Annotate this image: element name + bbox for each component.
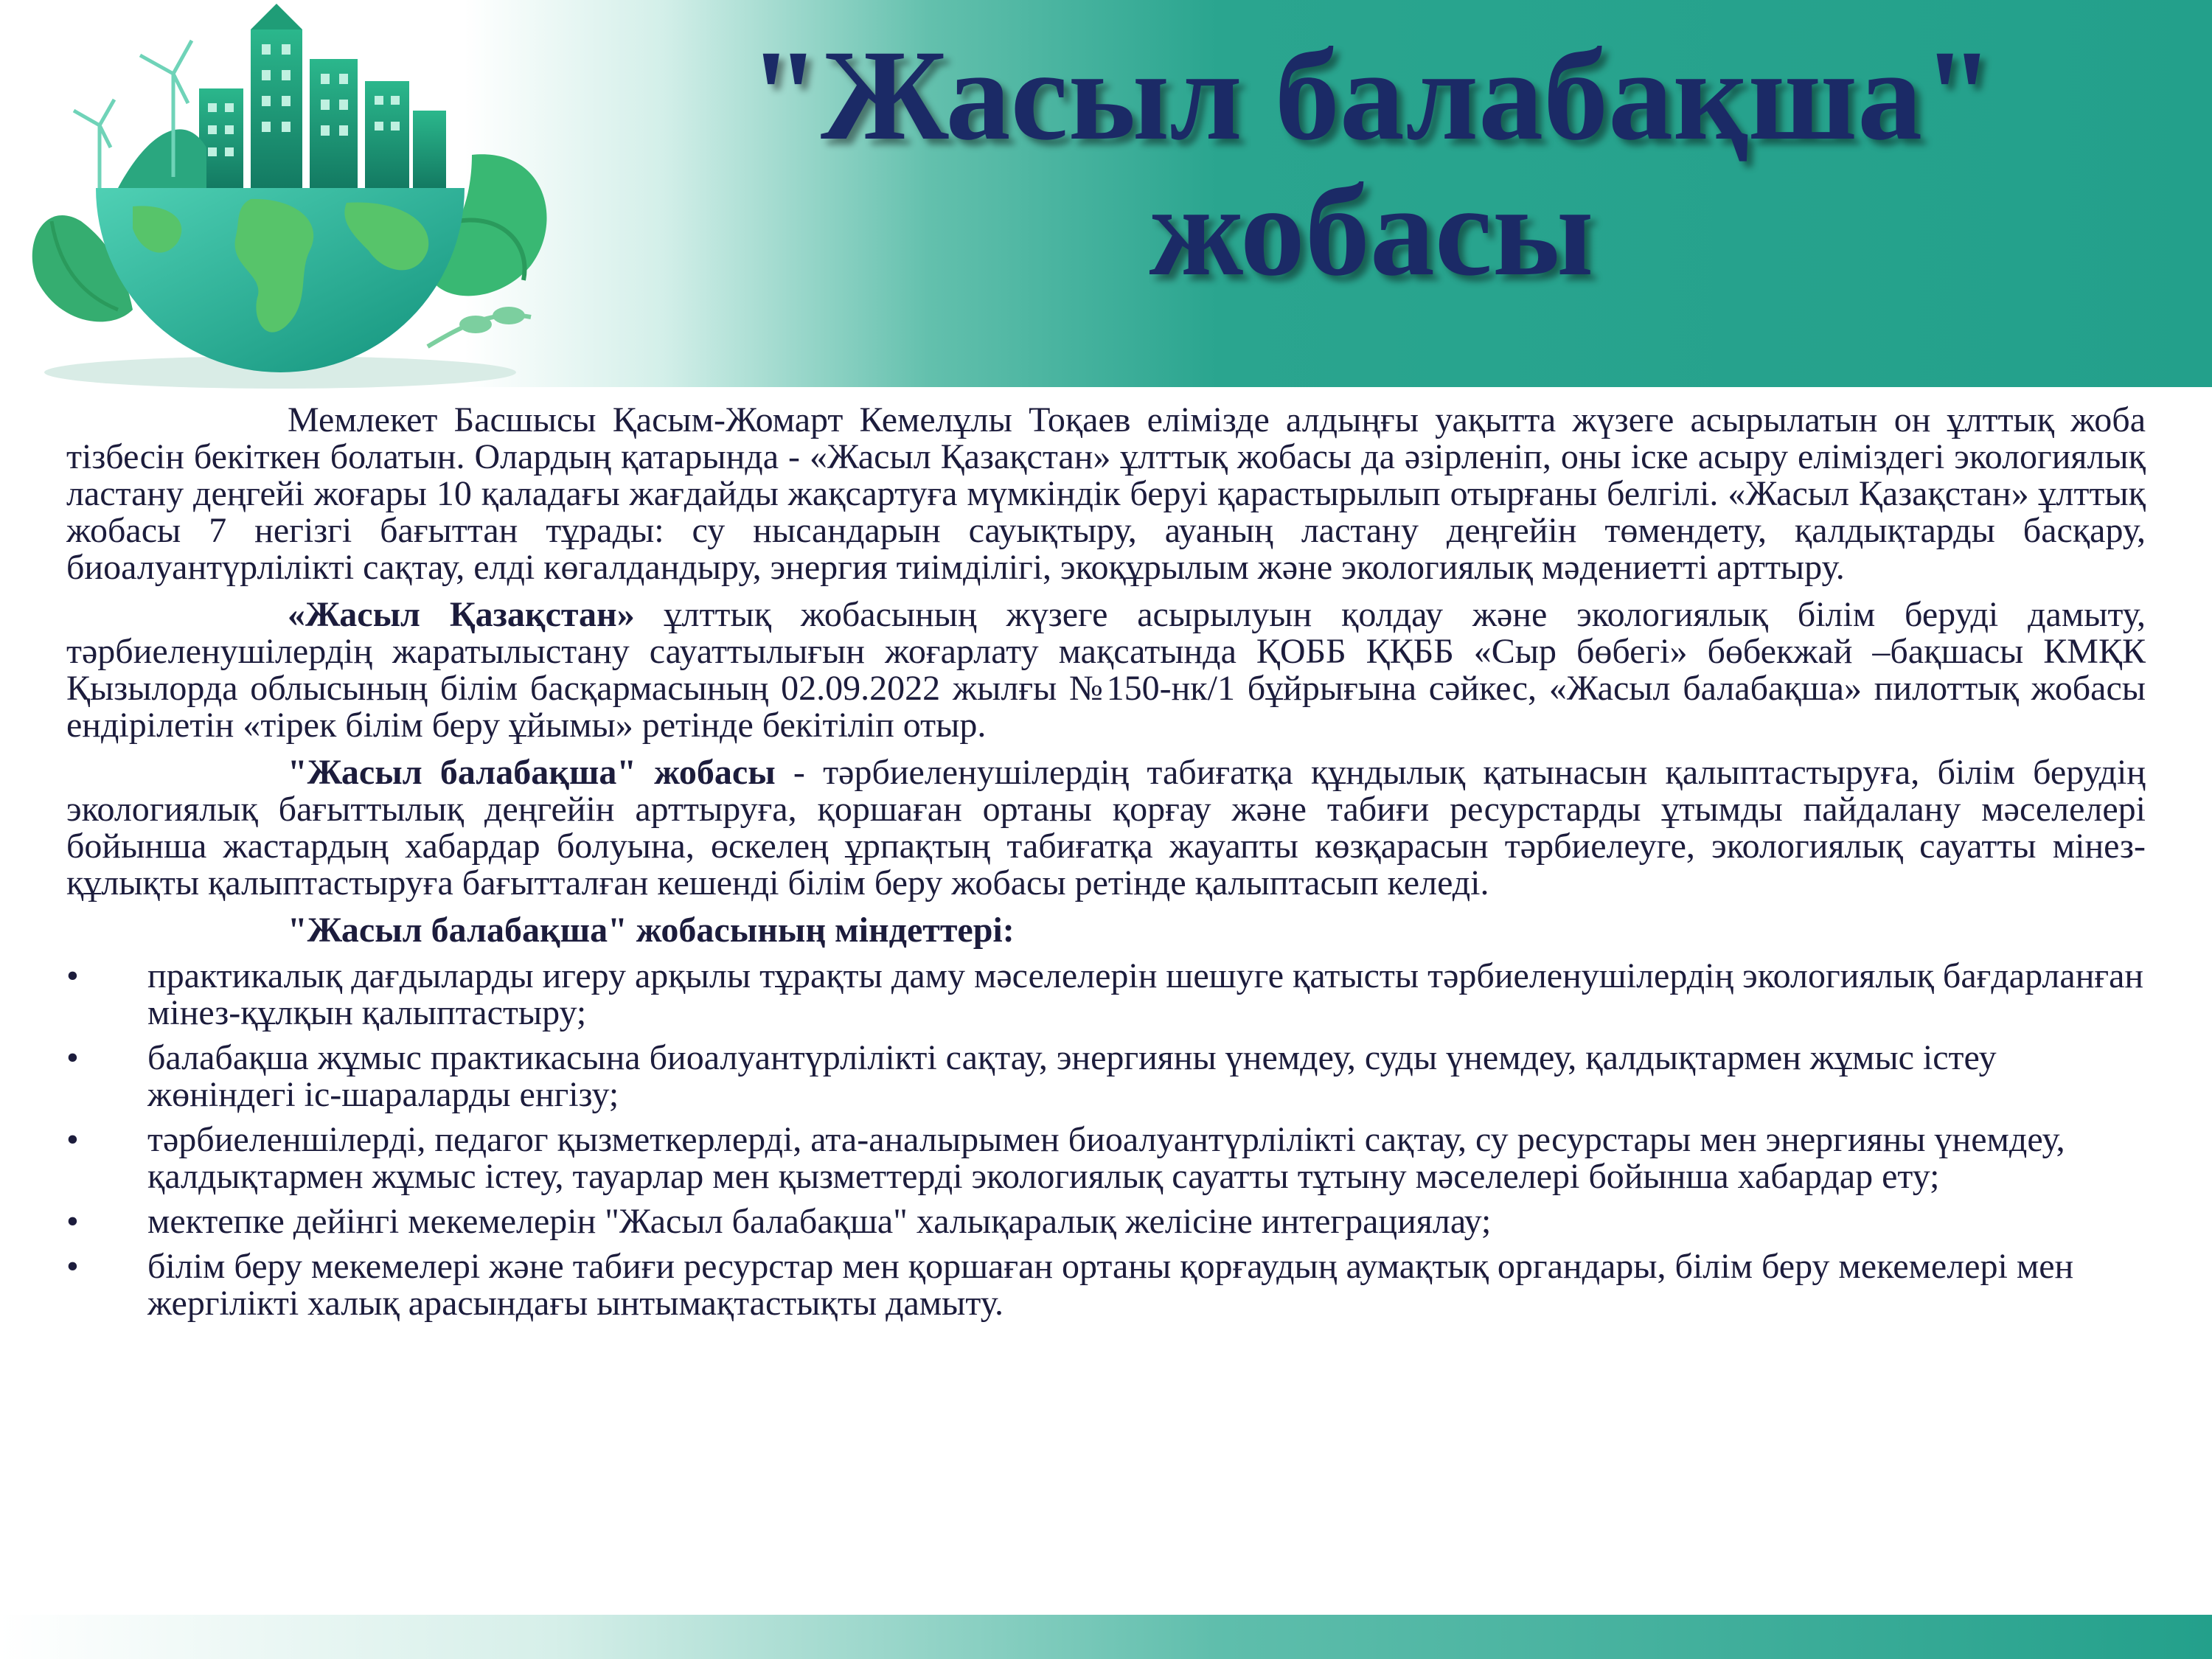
project-bold: "Жасыл балабақша" жобасы — [288, 753, 776, 792]
bullet-icon: • — [66, 956, 79, 995]
list-item-text: тәрбиеленшілерді, педагог қызметкерлерді, ата-аналырымен биоалуантүрлілікті сақтау, су ресурстары мен энергияны үнемдеу, қалдықтармен жұмыс істеу, тауарлар мен қызметтерді экологиялық сауатты тұтыну мәселелері бойынша хабардар ету; — [147, 1120, 2065, 1196]
list-item-text: мектепке дейінгі мекемелерін "Жасыл балабақша" халықаралық желісіне интеграциялау; — [147, 1202, 1492, 1241]
list-item — [66, 1203, 2146, 1240]
green-kazakhstan-bold: «Жасыл Қазақстан» — [288, 595, 635, 634]
intro-paragraph: Мемлекет Басшысы Қасым-Жомарт Кемелұлы Тоқаев елімізде алдыңғы уақытта жүзеге асырылатын он ұлттық жоба тізбесін бекіткен болатын. Олардың қатарында - «Жасыл Қазақстан» ұлттық жобасы да әзірленіп, оны іске асыру еліміздегі экологиялық ластану деңгейі жоғары 10 қаладағы жағдайды жақсартуға мүмкіндік беруі қарастырылып отырғаны белгілі. «Жасыл Қазақстан» ұлттық жобасы 7 негізгі бағыттан тұрады: су нысандарын сауықтыру, ауаның ластану деңгейін төмендету, қалдықтарды басқару, биоалуантүрлілікті сақтау, елді көгалдандыру, энергия тиімділігі, экоқұрылым және экологиялық мәдениетті арттыру. — [66, 400, 2146, 587]
project-paragraph — [66, 754, 2146, 902]
bullet-icon: • — [66, 1247, 79, 1286]
bullet-icon: • — [66, 1120, 79, 1159]
list-item-text: практикалық дағдыларды игеру арқылы тұрақты даму мәселелерін шешуге қатысты тәрбиеленушілердің экологиялық бағдарланған мінез-құлқын қалыптастыру; — [147, 956, 2144, 1032]
list-item — [66, 1121, 2146, 1195]
green-city-globe-icon — [15, 0, 575, 391]
bullet-icon: • — [66, 1202, 79, 1241]
list-item — [66, 1248, 2146, 1322]
body-text — [66, 402, 2146, 1330]
green-kazakhstan-text: ұлттық жобасының жүзеге асырылуын қолдау және экологиялық білім беруді дамыту, тәрбиеленушілердің жаратылыстану сауаттылығын жоғарлату мақсатында ҚОББ ҚҚББ «Сыр бөбегі» бөбекжай –бақшасы КМҚК Қызылорда облысының білім басқармасының 02.09.2022 жылғы №150-нк/1 бұйрығына сәйкес, «Жасыл балабақша» пилоттық жобасы ендірілетін «тірек білім беру ұйымы» ретінде бекітіліп отыр. — [66, 595, 2146, 745]
list-item — [66, 1040, 2146, 1113]
tasks-heading: "Жасыл балабақша" жобасының міндеттері: — [288, 911, 1015, 950]
slide-title-line1: "Жасыл балабақша" — [748, 24, 1994, 167]
project-text: - тәрбиеленушілердің табиғатқа құндылық қатынасын қалыптастыруға, білім берудің экологиялық бағыттылық деңгейін арттыруға, қоршаған ортаны қорғау және табиғи ресурстарды ұтымды пайдалану мәселелері бойынша жастардың хабардар болуына, өскелең ұрпақтың табиғатқа жауапты көзқарасын тәрбиелеуге, экологиялық сауатты мінез-құлықты қалыптастыруға бағытталған кешенді білім беру жобасы ретінде қалыптасып келеді. — [66, 753, 2146, 902]
slide-title-line2: жобасы — [1149, 159, 1594, 303]
footer-band — [0, 1615, 2212, 1659]
list-item — [66, 958, 2146, 1032]
tasks-list — [66, 958, 2146, 1322]
bullet-icon: • — [66, 1038, 79, 1077]
list-item-text: білім беру мекемелері және табиғи ресурстар мен қоршаған ортаны қорғаудың аумақтық органдары, білім беру мекемелері мен жергілікті халық арасындағы ынтымақтастықты дамыту. — [147, 1247, 2074, 1323]
list-item-text: балабақша жұмыс практикасына биоалуантүрлілікті сақтау, энергияны үнемдеу, суды үнемдеу, қалдықтармен жұмыс істеу жөніндегі іс-шараларды енгізу; — [147, 1038, 1997, 1114]
slide-title — [723, 24, 2020, 303]
green-kazakhstan-paragraph — [66, 597, 2146, 744]
